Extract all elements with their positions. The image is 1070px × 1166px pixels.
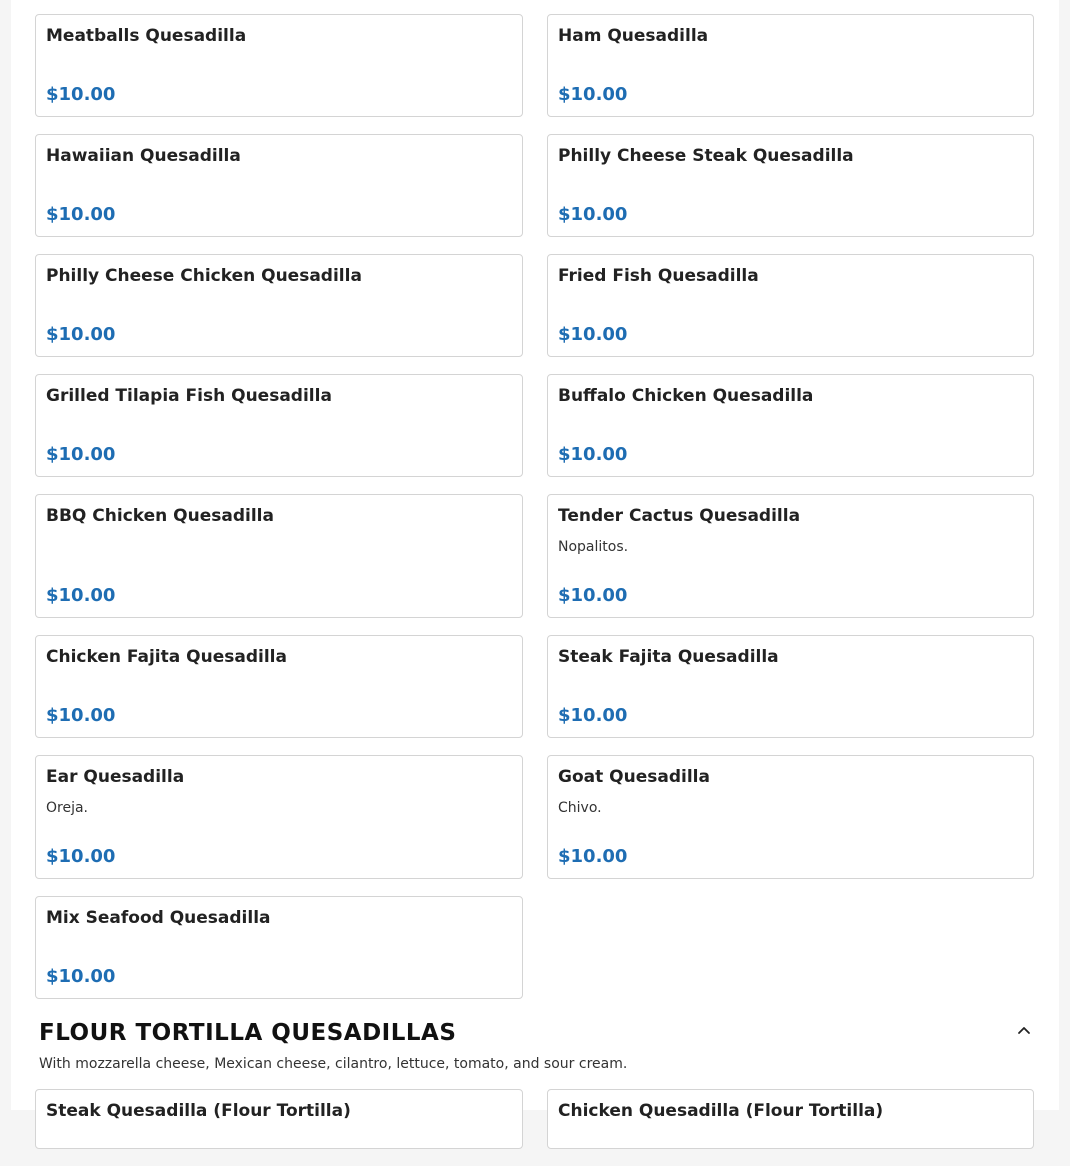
menu-item-card[interactable] bbox=[35, 494, 523, 618]
item-price: $10.00 bbox=[558, 585, 628, 606]
menu-item-card[interactable] bbox=[35, 635, 523, 738]
item-description: Oreja. bbox=[46, 800, 88, 816]
item-price: $10.00 bbox=[46, 966, 116, 987]
item-name: Chicken Quesadilla (Flour Tortilla) bbox=[558, 1101, 884, 1121]
item-price: $10.00 bbox=[46, 204, 116, 225]
item-price: $10.00 bbox=[46, 585, 116, 606]
item-name: Meatballs Quesadilla bbox=[46, 26, 247, 46]
menu-item-card[interactable] bbox=[547, 1089, 1034, 1149]
item-name: Ear Quesadilla bbox=[46, 767, 185, 787]
section-description: With mozzarella cheese, Mexican cheese, cilantro, lettuce, tomato, and sour cream. bbox=[39, 1056, 628, 1072]
menu-item-card[interactable] bbox=[35, 755, 523, 879]
section-header bbox=[39, 1018, 1034, 1072]
item-price: $10.00 bbox=[46, 705, 116, 726]
item-name: Steak Quesadilla (Flour Tortilla) bbox=[46, 1101, 351, 1121]
item-name: Philly Cheese Chicken Quesadilla bbox=[46, 266, 362, 286]
item-name: Ham Quesadilla bbox=[558, 26, 709, 46]
menu-item-card[interactable] bbox=[547, 254, 1034, 357]
item-name: Grilled Tilapia Fish Quesadilla bbox=[46, 386, 332, 406]
flour-quesadilla-grid bbox=[35, 1089, 1034, 1166]
menu-item-card[interactable] bbox=[547, 494, 1034, 618]
item-name: Goat Quesadilla bbox=[558, 767, 710, 787]
menu-item-card[interactable] bbox=[547, 755, 1034, 879]
menu-item-card[interactable] bbox=[547, 635, 1034, 738]
item-name: Mix Seafood Quesadilla bbox=[46, 908, 271, 928]
item-name: Chicken Fajita Quesadilla bbox=[46, 647, 287, 667]
chevron-up-icon[interactable] bbox=[1014, 1020, 1034, 1040]
menu-item-card[interactable] bbox=[547, 14, 1034, 117]
menu-item-card[interactable] bbox=[547, 134, 1034, 237]
item-price: $10.00 bbox=[558, 84, 628, 105]
menu-item-card[interactable] bbox=[35, 14, 523, 117]
menu-item-card[interactable] bbox=[35, 134, 523, 237]
item-price: $10.00 bbox=[558, 324, 628, 345]
item-name: Hawaiian Quesadilla bbox=[46, 146, 241, 166]
item-name: Buffalo Chicken Quesadilla bbox=[558, 386, 814, 406]
menu-item-grid bbox=[35, 14, 1034, 1016]
menu-item-card[interactable] bbox=[35, 896, 523, 999]
menu-item-card[interactable] bbox=[35, 374, 523, 477]
item-name: BBQ Chicken Quesadilla bbox=[46, 506, 274, 526]
item-description: Nopalitos. bbox=[558, 539, 629, 555]
item-price: $10.00 bbox=[558, 204, 628, 225]
item-price: $10.00 bbox=[558, 846, 628, 867]
item-price: $10.00 bbox=[558, 705, 628, 726]
item-name: Philly Cheese Steak Quesadilla bbox=[558, 146, 854, 166]
item-price: $10.00 bbox=[46, 324, 116, 345]
item-price: $10.00 bbox=[46, 846, 116, 867]
section-title: FLOUR TORTILLA QUESADILLAS bbox=[39, 1020, 457, 1046]
item-description: Chivo. bbox=[558, 800, 602, 816]
menu-item-card[interactable] bbox=[35, 254, 523, 357]
menu-page bbox=[11, 0, 1059, 1121]
item-name: Steak Fajita Quesadilla bbox=[558, 647, 779, 667]
item-price: $10.00 bbox=[46, 84, 116, 105]
item-price: $10.00 bbox=[46, 444, 116, 465]
menu-item-card[interactable] bbox=[547, 374, 1034, 477]
item-price: $10.00 bbox=[558, 444, 628, 465]
item-name: Fried Fish Quesadilla bbox=[558, 266, 759, 286]
item-name: Tender Cactus Quesadilla bbox=[558, 506, 801, 526]
menu-item-card[interactable] bbox=[35, 1089, 523, 1149]
